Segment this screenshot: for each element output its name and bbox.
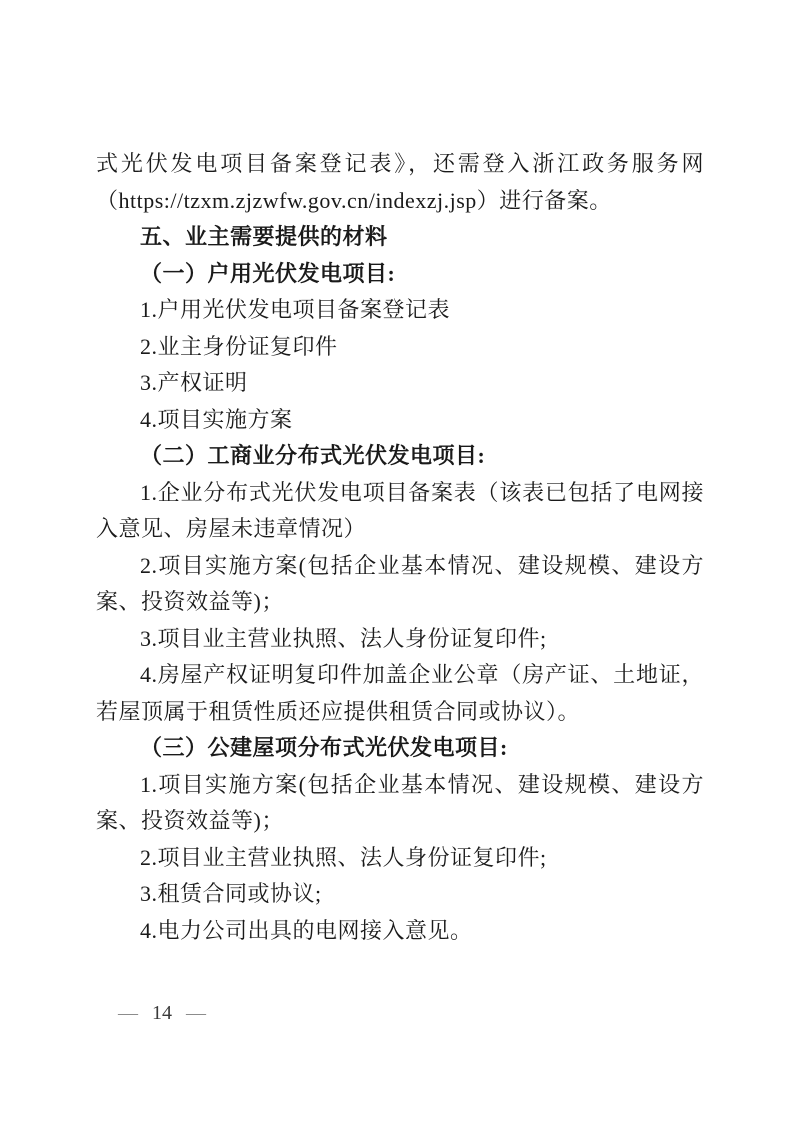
list-item: 1.户用光伏发电项目备案登记表	[140, 297, 451, 322]
list-item: 2.项目业主营业执照、法人身份证复印件;	[140, 844, 547, 870]
page-footer	[118, 1000, 206, 1026]
document-body	[96, 146, 704, 949]
list-item: 4.电力公司出具的电网接入意见。	[140, 917, 473, 943]
page-number: 14	[152, 1002, 172, 1024]
list-item: 2.业主身份证复印件	[140, 333, 338, 359]
list-item: 3.项目业主营业执照、法人身份证复印件;	[140, 625, 547, 651]
footer-right-dash: —	[186, 1002, 206, 1024]
list-item: 3.租赁合同或协议;	[140, 881, 322, 906]
list-item: 1.企业分布式光伏发电项目备案表（该表已包括了电网接入意见、房屋未违章情况）	[96, 479, 704, 541]
section-heading: 五、业主需要提供的材料	[140, 224, 388, 249]
list-item: 1.项目实施方案(包括企业基本情况、建设规模、建设方案、投资效益等)；	[96, 771, 704, 833]
list-item: 4.房屋产权证明复印件加盖企业公章（房产证、土地证，若屋顶属于租赁性质还应提供租赁合同或协议）。	[96, 662, 704, 724]
paragraph-continuation: 式光伏发电项目备案登记表》，还需登入浙江政务服务网（https://tzxm.zjzwfw.gov.cn/indexzj.jsp）进行备案。	[96, 151, 704, 213]
footer-left-dash: —	[118, 1002, 138, 1024]
subsection-heading-2: （二）工商业分布式光伏发电项目:	[140, 443, 486, 468]
subsection-heading-3: （三）公建屋项分布式光伏发电项目:	[140, 735, 508, 760]
list-item: 3.产权证明	[140, 370, 248, 395]
list-item: 4.项目实施方案	[140, 406, 293, 432]
subsection-heading-1: （一）户用光伏发电项目:	[140, 260, 396, 286]
list-item: 2.项目实施方案(包括企业基本情况、建设规模、建设方案、投资效益等)；	[96, 552, 704, 614]
